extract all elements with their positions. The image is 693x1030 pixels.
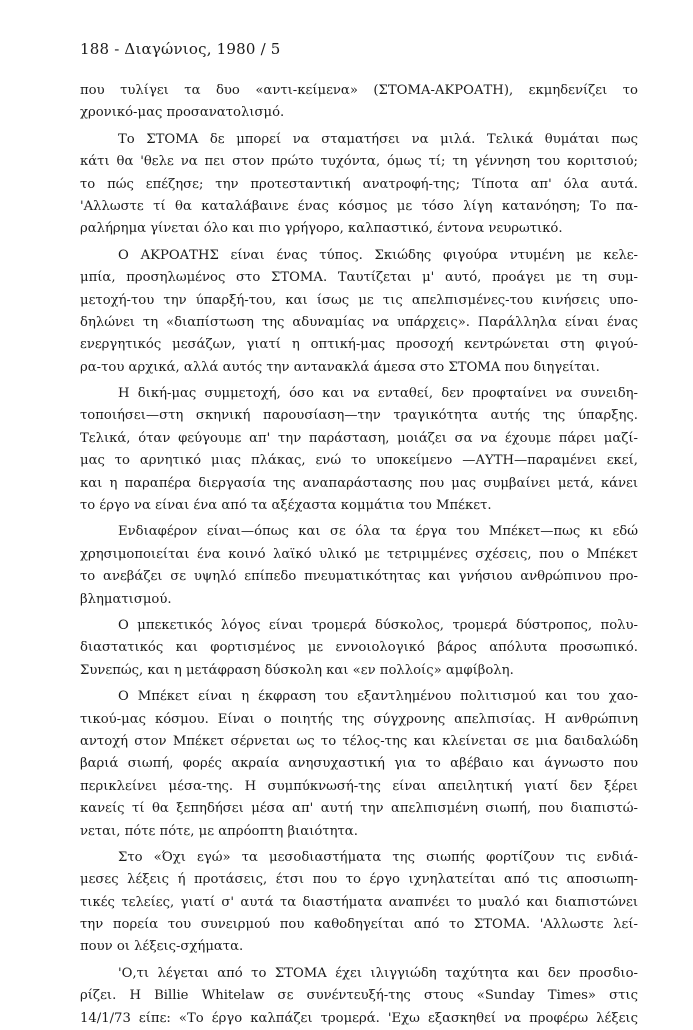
paragraph xyxy=(80,847,638,959)
text-line: τοποιήσει—στη σκηνική παρουσίαση—την τραγικότητα αυτής της ύπαρξης. xyxy=(80,408,638,424)
text-line: αντοχή στον Μπέκετ σέρνεται ως το τέλος-της και κλείνεται σε μια δαιδαλώδη xyxy=(80,733,638,749)
paragraph xyxy=(80,383,638,517)
text-line: το ανεβάζει σε υψηλό επίπεδο πνευματικότητας και γνήσιου ανθρώπινου προ- xyxy=(80,569,638,585)
page-header: 188 - Διαγώνιος, 1980 / 5 xyxy=(80,40,281,58)
paragraph xyxy=(80,615,638,682)
text-line: Η δική-μας συμμετοχή, όσο και να ενταθεί, δεν προφταίνει να συνειδη- xyxy=(118,386,638,402)
text-line: χρονικό-μας προσανατολισμό. xyxy=(80,105,285,121)
text-line: Τελικά, όταν φεύγουμε απ' την παράσταση, μοιάζει σα να έχουμε πάρει μαζί- xyxy=(80,430,638,446)
paragraph xyxy=(80,963,638,1030)
text-line: Στο «Όχι εγώ» τα μεσοδιαστήματα της σιωπής φορτίζουν τις ενδιά- xyxy=(118,849,638,865)
text-line: το πώς επέζησε; την προτεσταντική ανατροφή-της; Τίποτα απ' όλα αυτά. xyxy=(80,176,638,192)
article-body xyxy=(80,80,638,1030)
paragraph xyxy=(80,521,638,611)
text-line: μεσες λέξεις ή προτάσεις, έτσι που το έργο ιχνηλατείται από τις αποσιωπη- xyxy=(80,872,638,888)
paragraph xyxy=(80,245,638,379)
text-line: τικού-μας κόσμου. Είναι ο ποιητής της σύγχρονης απελπισίας. Η ανθρώπινη xyxy=(80,711,638,727)
text-line: Ενδιαφέρον είναι—όπως και σε όλα τα έργα του Μπέκετ—πως κι εδώ xyxy=(118,524,638,540)
text-line: βληματισμού. xyxy=(80,591,172,607)
text-line: δηλώνει τη «διαπίστωση της αδυναμίας να υπάρχεις». Παράλληλα είναι ένας xyxy=(80,314,638,330)
text-line: τικές τελείες, γιατί σ' αυτά τα διαστήματα αναπνέει το μυαλό και διαπιστώνει xyxy=(80,894,638,910)
text-line: πουν οι λέξεις-σχήματα. xyxy=(80,939,244,955)
text-line: ραλήρημα γίνεται όλο και πιο γρήγορο, καλπαστικό, έντονα νευρωτικό. xyxy=(80,221,563,237)
text-line: χρησιμοποιείται ένα κοινό λαϊκό υλικό με τετριμμένες σχέσεις, που ο Μπέκετ xyxy=(80,546,638,562)
text-line: Το ΣΤΟΜΑ δε μπορεί να σταματήσει να μιλά. Τελικά θυμάται πως xyxy=(118,131,638,147)
text-line: κανείς τί θα ξεπηδήσει μέσα απ' αυτή την απελπισμένη σιωπή, που διαπιστώ- xyxy=(80,801,638,817)
text-line: περικλείνει μέσα-της. Η συμπύκνωσή-της είναι απειλητική γιατί δεν ξέρει xyxy=(80,778,638,794)
text-line: Ο μπεκετικός λόγος είναι τρομερά δύσκολος, τρομερά δύστροπος, πολυ- xyxy=(118,617,638,633)
text-line: 14/1/73 είπε: «Το έργο καλπάζει τρομερά. 'Εχω εξασκηθεί να προφέρω λέξεις xyxy=(80,1010,638,1026)
paragraph xyxy=(80,686,638,843)
text-line: διαστατικός και φορτισμένος με εννοιολογικό βάρος απόλυτα προσωπικό. xyxy=(80,640,638,656)
text-line: μπία, προσηλωμένος στο ΣΤΟΜΑ. Ταυτίζεται μ' αυτό, προάγει με τη συμ- xyxy=(80,270,638,286)
paragraph xyxy=(80,129,638,241)
text-line: Ο Μπέκετ είναι η έκφραση του εξαντλημένου πολιτισμού και του χαο- xyxy=(118,689,638,705)
text-line: Ο ΑΚΡΟΑΤΗΣ είναι ένας τύπος. Σκιώδης φιγούρα ντυμένη με κελε- xyxy=(118,247,638,263)
text-line: 'Αλλωστε τί θα καταλάβαινε ένας κόσμος με τόσο λίγη κατανόηση; Το πα- xyxy=(80,198,638,214)
text-line: μας το αρνητικό μιας πλάκας, ενώ το υποκείμενο —ΑΥΤΗ—παραμένει εκεί, xyxy=(80,453,638,469)
text-line: το έργο να είναι ένα από τα αξέχαστα κομμάτια του Μπέκετ. xyxy=(80,498,492,514)
text-line: ρα-του αρχικά, αλλά αυτός την αντανακλά άμεσα στο ΣΤΟΜΑ που διηγείται. xyxy=(80,359,600,375)
text-line: ενεργητικός μεσάζων, γιατί η οπτική-μας προσοχή κεντρώνεται στη φιγού- xyxy=(80,337,638,353)
text-line: Συνεπώς, και η μετάφραση δύσκολη και «εν πολλοίς» αμφίβολη. xyxy=(80,662,514,678)
text-line: ρίζει. Η Billie Whitelaw σε συνέντευξή-της στους «Sunday Times» στις xyxy=(80,988,638,1004)
text-line: κάτι θα 'θελε να πει στον πρώτο τυχόντα, όμως τί; τη γέννηση του κοριτσιού; xyxy=(80,154,638,170)
text-line: μετοχή-του την ύπαρξή-του, και ίσως με τις απελπισμένες-του κινήσεις υπο- xyxy=(80,292,638,308)
paragraph xyxy=(80,80,638,125)
text-line: νεται, πότε πότε, με απρόοπτη βιαιότητα. xyxy=(80,823,358,839)
text-line: βαριά σιωπή, φορές ακραία ανησυχαστική για το αβέβαιο και άγνωστο που xyxy=(80,756,638,772)
text-line: που τυλίγει τα δυο «αντι-κείμενα» (ΣΤΟΜΑ-ΑΚΡΟΑΤΗ), εκμηδενίζει το xyxy=(80,83,638,98)
text-line: 'Ο,τι λέγεται από το ΣΤΟΜΑ έχει ιλιγγιώδη ταχύτητα και δεν προσδιο- xyxy=(118,965,638,981)
text-line: την πορεία του συνειρμού που καθοδηγείται από το ΣΤΟΜΑ. 'Αλλωστε λεί- xyxy=(80,917,638,933)
text-line: και η παραπέρα διεργασία της αναπαράστασης που μας συμβαίνει μετά, κάνει xyxy=(80,475,638,491)
